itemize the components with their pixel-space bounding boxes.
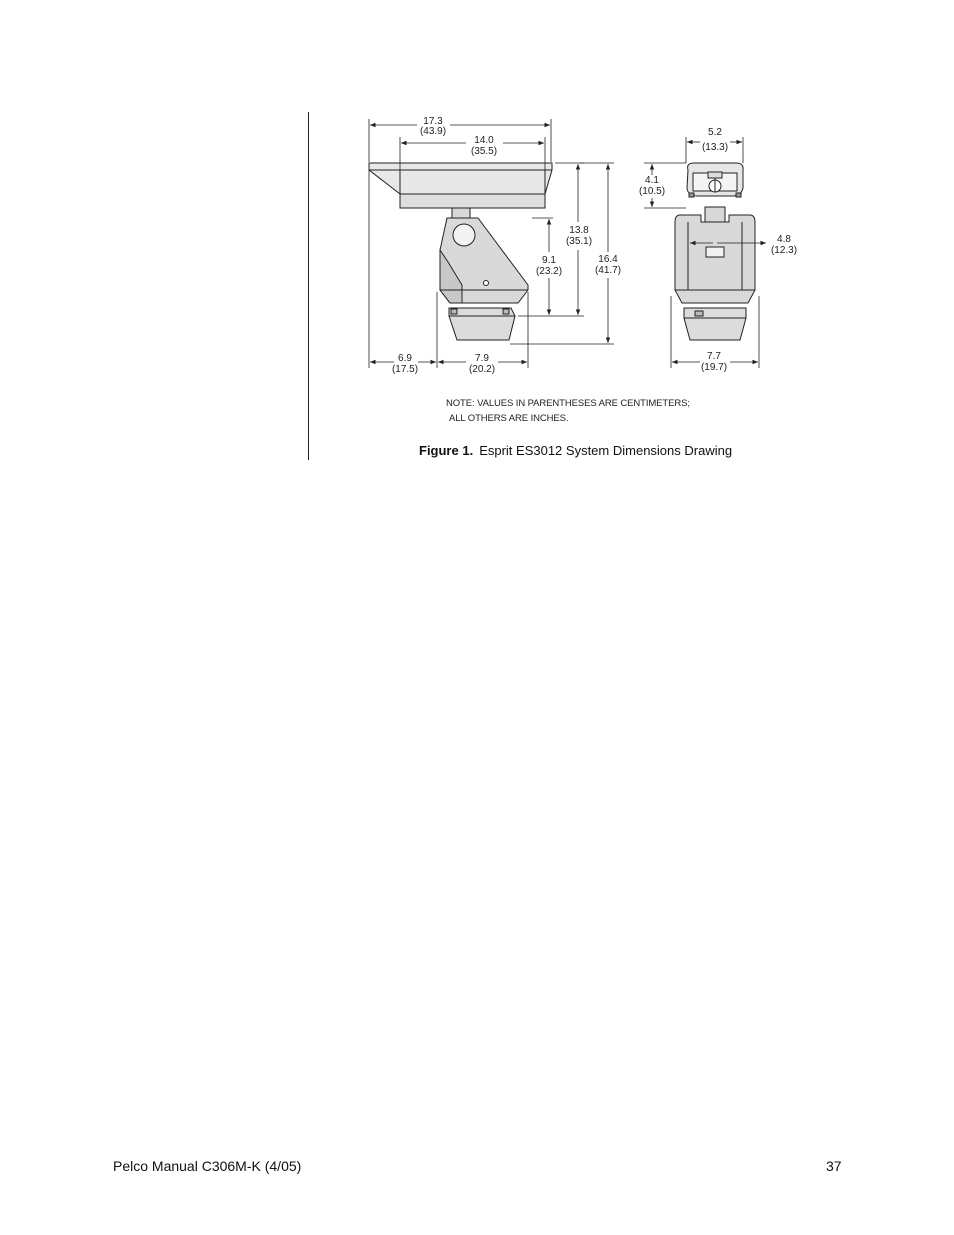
dim-front-hood-height-cm: (10.5)	[638, 186, 666, 197]
dim-front-hood-width-in: 5.2	[708, 127, 722, 138]
footer-manual-title: Pelco Manual C306M-K (4/05)	[113, 1158, 302, 1174]
note-line-2: ALL OTHERS ARE INCHES.	[449, 413, 569, 424]
dim-front-body-offset-cm: (12.3)	[770, 245, 798, 256]
figure-caption-label: Figure 1.	[419, 443, 474, 458]
dim-height-to-body-cm: (23.2)	[535, 266, 563, 277]
dim-height-to-body-in: 9.1	[542, 255, 556, 266]
dim-height-to-mount-cm: (35.1)	[565, 236, 593, 247]
dim-overall-width-cm: (43.9)	[419, 126, 447, 137]
side-view-camera	[369, 163, 552, 340]
dim-front-overhang-cm: (17.5)	[391, 364, 419, 375]
dim-base-width-in: 7.9	[475, 353, 489, 364]
figure-caption-text: Esprit ES3012 System Dimensions Drawing	[479, 443, 733, 458]
dim-front-hood-height-in: 4.1	[645, 175, 659, 186]
front-view-camera	[675, 163, 755, 340]
dim-hood-width-cm: (35.5)	[470, 146, 498, 157]
dim-base-width-cm: (20.2)	[468, 364, 496, 375]
dim-height-to-mount-in: 13.8	[569, 225, 589, 236]
dim-front-body-width-in: 7.7	[707, 351, 721, 362]
dim-front-body-width-cm: (19.7)	[700, 362, 728, 373]
note-line-1: NOTE: VALUES IN PARENTHESES ARE CENTIMETERS;	[446, 398, 690, 409]
dim-front-body-offset-in: 4.8	[777, 234, 791, 245]
dim-front-overhang-in: 6.9	[398, 353, 412, 364]
dim-front-hood-width-cm: (13.3)	[701, 142, 729, 153]
figure-caption	[419, 443, 732, 458]
dimensions-note	[446, 396, 690, 426]
dim-hood-width-in: 14.0	[474, 135, 494, 146]
footer-page-number: 37	[826, 1158, 842, 1174]
dim-overall-width-in: 17.3	[423, 116, 443, 127]
dim-overall-height-cm: (41.7)	[594, 265, 622, 276]
dim-overall-height-in: 16.4	[598, 254, 618, 265]
